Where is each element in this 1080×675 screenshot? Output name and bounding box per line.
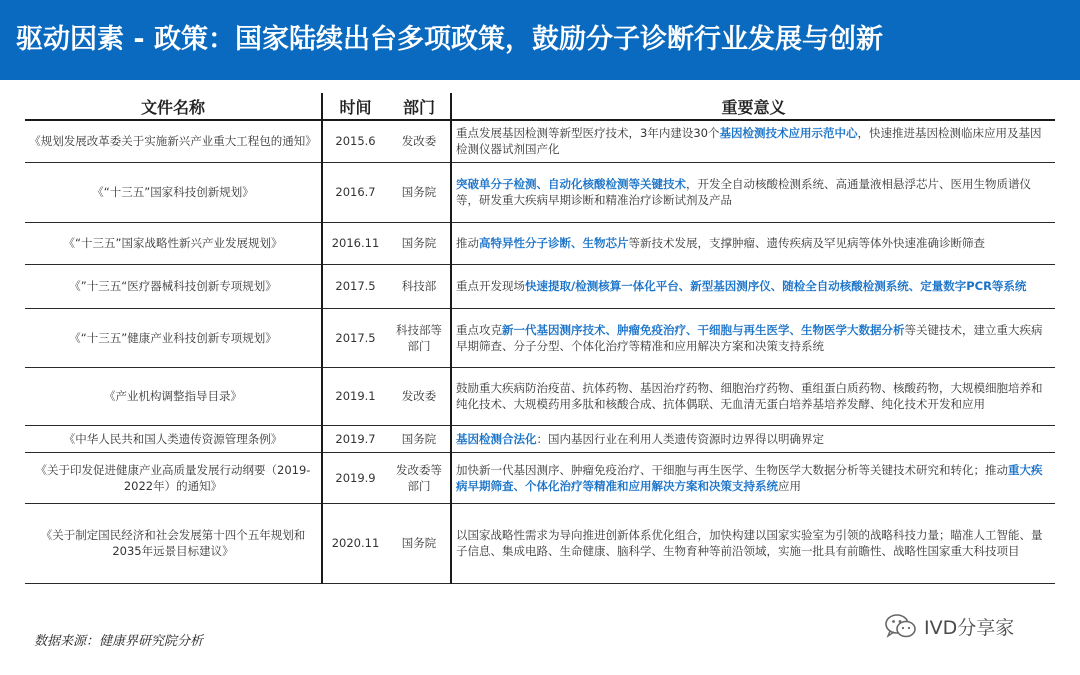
significance-text: 等关键技术，建立重大疾病早期筛查、分子分型、个体化治疗等精准和应用解决方案和决策支持系统 <box>456 322 1043 353</box>
table-row <box>25 503 1055 583</box>
cell-time: 2019.7 <box>322 425 388 452</box>
table-row <box>25 367 1055 425</box>
highlight-text: 基因检测技术应用示范中心 <box>719 126 858 141</box>
cell-significance <box>451 120 1055 162</box>
cell-department: 科技部等部门 <box>388 308 451 367</box>
cell-time: 2020.11 <box>322 503 388 583</box>
highlight-text: 重大疾病早期筛查、个体化治疗等精准和应用解决方案和决策支持系统 <box>456 462 1043 493</box>
significance-text: ，开发全自动核酸检测系统、高通量液相悬浮芯片、医用生物质谱仪等，研发重大疾病早期诊断和精准治疗诊断试剂及产品 <box>456 177 1031 207</box>
significance-text: 加快新一代基因测序、肿瘤免疫治疗、干细胞与再生医学、生物医学大数据分析等关键技术研究和转化；推动 <box>456 462 1008 477</box>
highlight-text: 高特异性分子诊断、生物芯片 <box>479 236 629 250</box>
significance-text: ，快速推进基因检测临床应用及基因检测仪器试剂国产化 <box>456 126 1042 157</box>
cell-document-name: 《”十三五“医疗器械科技创新专项规划》 <box>25 264 322 308</box>
cell-time: 2017.5 <box>322 264 388 308</box>
cell-significance <box>451 162 1055 222</box>
cell-department: 发改委 <box>388 120 451 162</box>
cell-significance <box>451 264 1055 308</box>
cell-document-name: 《关于制定国民经济和社会发展第十四个五年规划和2035年远景目标建议》 <box>25 503 322 583</box>
highlight-text: 突破单分子检测、自动化核酸检测等关键技术 <box>456 177 686 191</box>
table-body <box>25 120 1055 583</box>
significance-text: ：国内基因行业在利用人类遗传资源时边界得以明确界定 <box>536 431 824 446</box>
watermark <box>884 612 1014 640</box>
significance-text: 重点发展基因检测等新型医疗技术，3年内建设30个 <box>456 126 720 141</box>
significance-text: 等新技术发展，支撑肿瘤、遗传疾病及罕见病等体外快速准确诊断筛查 <box>628 236 985 250</box>
watermark-text: IVD分享家 <box>924 616 1015 639</box>
data-source: 数据来源：健康界研究院分析 <box>34 634 204 649</box>
significance-text: 重点攻克 <box>456 322 502 337</box>
cell-department: 国务院 <box>388 162 451 222</box>
cell-document-name: 《“十三五”健康产业科技创新专项规划》 <box>25 308 322 367</box>
table-header-row <box>25 93 1055 120</box>
cell-time: 2016.7 <box>322 162 388 222</box>
header-significance: 重要意义 <box>451 93 1055 120</box>
table-row <box>25 162 1055 222</box>
cell-time: 2019.9 <box>322 452 388 503</box>
significance-text: 推动 <box>456 236 479 250</box>
cell-significance <box>451 503 1055 583</box>
significance-text: 重点开发现场 <box>456 279 525 293</box>
cell-document-name: 《关于印发促进健康产业高质量发展行动纲要（2019-2022年）的通知》 <box>25 452 322 503</box>
cell-department: 发改委等部门 <box>388 452 451 503</box>
wechat-icon <box>884 613 918 639</box>
cell-time: 2016.11 <box>322 222 388 264</box>
cell-significance <box>451 222 1055 264</box>
cell-time: 2017.5 <box>322 308 388 367</box>
cell-department: 国务院 <box>388 425 451 452</box>
cell-time: 2015.6 <box>322 120 388 162</box>
significance-text: 鼓励重大疾病防治疫苗、抗体药物、基因治疗药物、细胞治疗药物、重组蛋白质药物、核酸药物，大规模细胞培养和纯化技术、大规模药用多肽和核酸合成、抗体偶联、无血清无蛋白培养基培养发酵、纯化技术开发和应用 <box>456 381 1043 411</box>
table-row <box>25 222 1055 264</box>
table-row <box>25 425 1055 452</box>
cell-document-name: 《“十三五”国家战略性新兴产业发展规划》 <box>25 222 322 264</box>
cell-department: 发改委 <box>388 367 451 425</box>
policy-table-container <box>25 93 1055 584</box>
cell-significance <box>451 452 1055 503</box>
table-row <box>25 264 1055 308</box>
cell-document-name: 《中华人民共和国人类遗传资源管理条例》 <box>25 425 322 452</box>
highlight-text: 快速提取/检测核算一体化平台、新型基因测序仪、随检全自动核酸检测系统、定量数字PCR等系统 <box>525 279 1027 293</box>
cell-department: 科技部 <box>388 264 451 308</box>
table-row <box>25 308 1055 367</box>
cell-document-name: 《产业机构调整指导目录》 <box>25 367 322 425</box>
header-dept: 部门 <box>388 93 451 120</box>
cell-significance <box>451 425 1055 452</box>
significance-text: 应用 <box>778 478 801 493</box>
highlight-text: 基因检测合法化 <box>456 431 537 446</box>
cell-department: 国务院 <box>388 222 451 264</box>
highlight-text: 新一代基因测序技术、肿瘤免疫治疗、干细胞与再生医学、生物医学大数据分析 <box>502 322 905 337</box>
table-row <box>25 120 1055 162</box>
cell-significance <box>451 367 1055 425</box>
cell-document-name: 《规划发展改革委关于实施新兴产业重大工程包的通知》 <box>25 120 322 162</box>
table-row <box>25 452 1055 503</box>
significance-text: 以国家战略性需求为导向推进创新体系优化组合，加快构建以国家实验室为引领的战略科技力量；瞄准人工智能、量子信息、集成电路、生命健康、脑科学、生物育种等前沿领域，实施一批具有前瞻性、战略性国家重大科技项目 <box>456 528 1043 558</box>
cell-document-name: 《“十三五”国家科技创新规划》 <box>25 162 322 222</box>
cell-department: 国务院 <box>388 503 451 583</box>
policy-table <box>25 93 1055 584</box>
page-title: 驱动因素 - 政策：国家陆续出台多项政策，鼓励分子诊断行业发展与创新 <box>16 24 884 55</box>
cell-time: 2019.1 <box>322 367 388 425</box>
header-time: 时间 <box>322 93 388 120</box>
cell-significance <box>451 308 1055 367</box>
title-bar <box>0 0 1080 80</box>
header-name: 文件名称 <box>25 93 322 120</box>
